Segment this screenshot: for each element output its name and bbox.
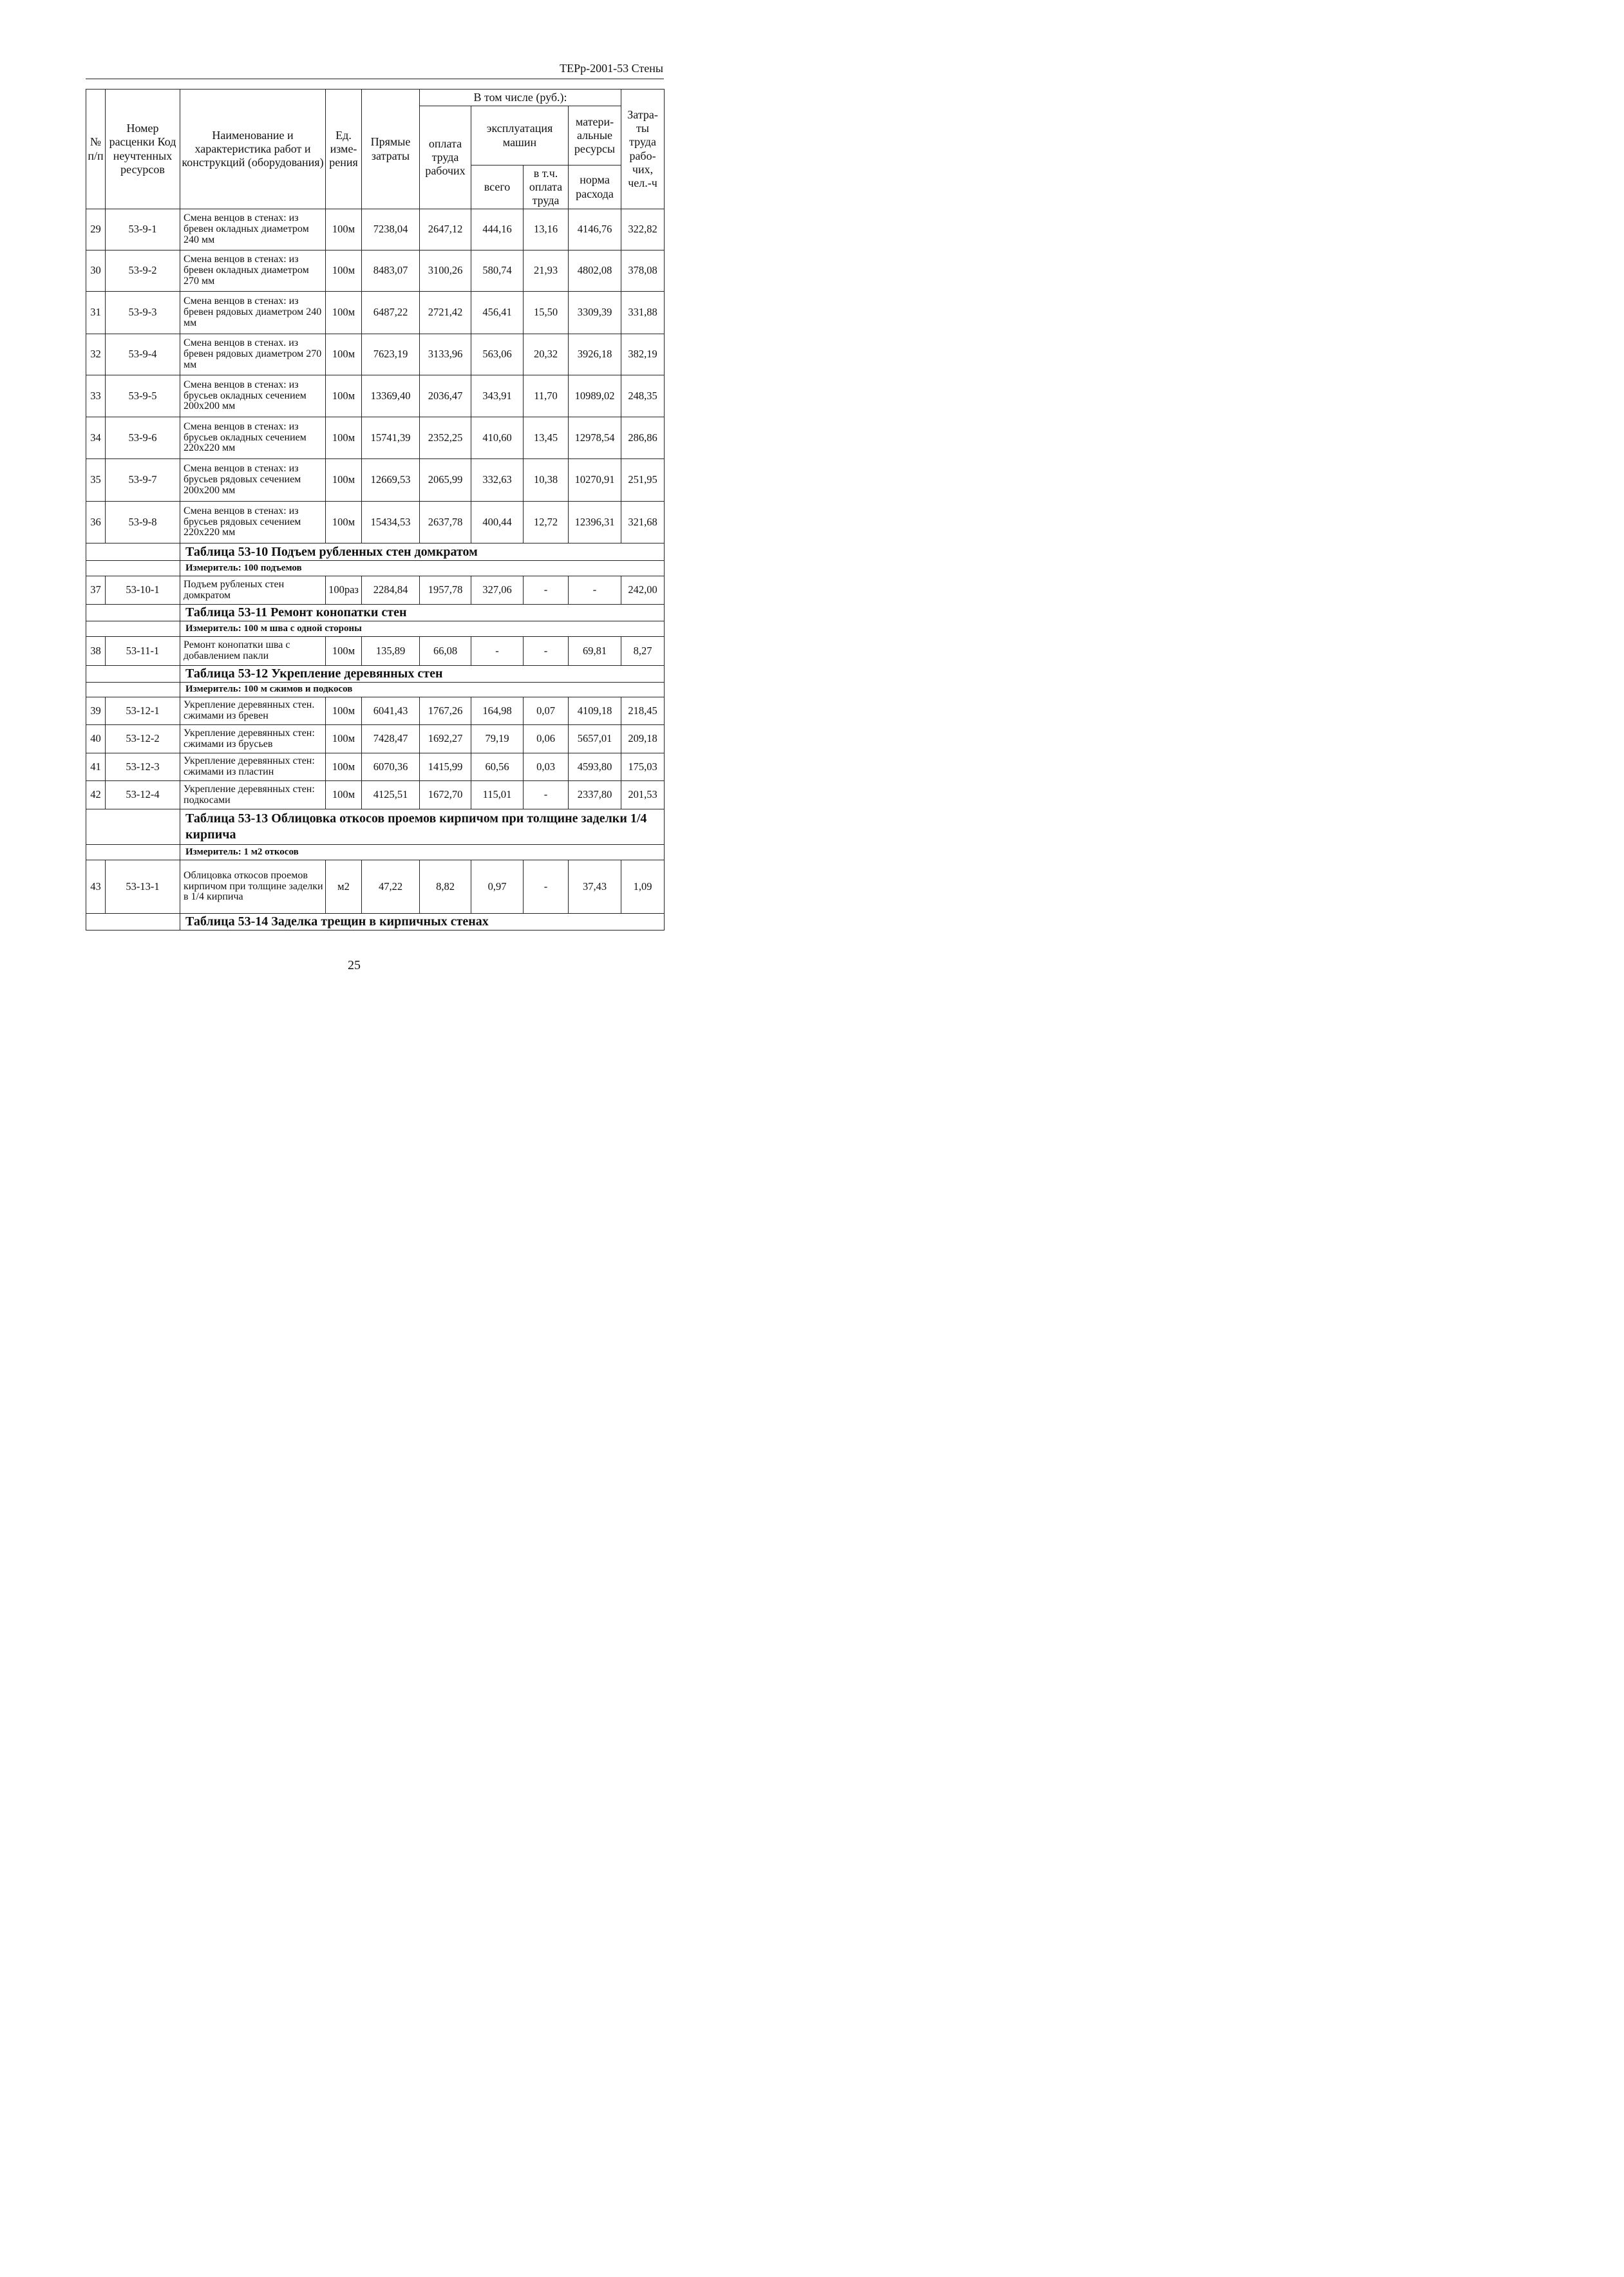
row-number: 36 xyxy=(86,502,106,543)
labor-hours: 378,08 xyxy=(621,250,665,292)
unit: 100м xyxy=(326,781,362,809)
table-header-row xyxy=(86,90,665,106)
rate-code: 53-12-3 xyxy=(106,753,180,781)
labor-hours: 248,35 xyxy=(621,375,665,417)
machine-labor-pay: 0,07 xyxy=(524,697,569,725)
rate-code: 53-9-1 xyxy=(106,209,180,250)
unit: 100м xyxy=(326,334,362,375)
unit: 100м xyxy=(326,637,362,666)
machine-cost: 410,60 xyxy=(471,417,524,459)
header-materials-norm: норма расхода xyxy=(569,165,621,209)
machine-labor-pay: 20,32 xyxy=(524,334,569,375)
machine-cost: 332,63 xyxy=(471,459,524,502)
measure-row xyxy=(86,845,665,860)
measure-row xyxy=(86,621,665,637)
machine-labor-pay: 13,45 xyxy=(524,417,569,459)
page-number: 25 xyxy=(348,958,361,972)
labor-pay: 3133,96 xyxy=(420,334,471,375)
machine-cost: - xyxy=(471,637,524,666)
rate-code: 53-9-2 xyxy=(106,250,180,292)
table-53-13 xyxy=(86,809,665,914)
row-number: 43 xyxy=(86,860,106,914)
labor-hours: 1,09 xyxy=(621,860,665,914)
material-cost: 4146,76 xyxy=(569,209,621,250)
table-row xyxy=(86,781,665,809)
direct-costs: 6487,22 xyxy=(362,292,420,334)
direct-costs: 12669,53 xyxy=(362,459,420,502)
machine-labor-pay: 0,03 xyxy=(524,753,569,781)
measure-row xyxy=(86,683,665,697)
table-row xyxy=(86,292,665,334)
direct-costs: 13369,40 xyxy=(362,375,420,417)
labor-pay: 3100,26 xyxy=(420,250,471,292)
machine-cost: 60,56 xyxy=(471,753,524,781)
table-53-14 xyxy=(86,914,665,931)
work-name: Смена венцов в стенах: из брусьев рядовых сечением 220х220 мм xyxy=(180,502,326,543)
row-number: 33 xyxy=(86,375,106,417)
unit: 100м xyxy=(326,209,362,250)
machine-cost: 580,74 xyxy=(471,250,524,292)
labor-hours: 218,45 xyxy=(621,697,665,725)
machine-cost: 327,06 xyxy=(471,576,524,605)
labor-hours: 321,68 xyxy=(621,502,665,543)
material-cost: 10270,91 xyxy=(569,459,621,502)
work-name: Укрепление деревянных стен: сжимами из брусьев xyxy=(180,725,326,753)
rate-code: 53-13-1 xyxy=(106,860,180,914)
table-row xyxy=(86,375,665,417)
machine-labor-pay: 11,70 xyxy=(524,375,569,417)
unit: 100м xyxy=(326,459,362,502)
machine-labor-pay: - xyxy=(524,637,569,666)
labor-hours: 242,00 xyxy=(621,576,665,605)
unit: 100м xyxy=(326,250,362,292)
labor-pay: 2721,42 xyxy=(420,292,471,334)
direct-costs: 7623,19 xyxy=(362,334,420,375)
work-name: Смена венцов в стенах: из брусьев окладных сечением 220х220 мм xyxy=(180,417,326,459)
row-number: 31 xyxy=(86,292,106,334)
work-name: Облицовка откосов проемов кирпичом при толщине заделки в 1/4 кирпича xyxy=(180,860,326,914)
blank-cell xyxy=(86,543,180,561)
direct-costs: 6070,36 xyxy=(362,753,420,781)
machine-labor-pay: 10,38 xyxy=(524,459,569,502)
header-machines-pay: в т.ч. оплата труда xyxy=(524,165,569,209)
row-number: 34 xyxy=(86,417,106,459)
rate-code: 53-12-4 xyxy=(106,781,180,809)
blank-cell xyxy=(86,809,180,845)
labor-pay: 2352,25 xyxy=(420,417,471,459)
section-title-row xyxy=(86,605,665,621)
unit: 100м xyxy=(326,753,362,781)
machine-labor-pay: 0,06 xyxy=(524,725,569,753)
labor-pay: 2637,78 xyxy=(420,502,471,543)
table-row xyxy=(86,697,665,725)
material-cost: 12396,31 xyxy=(569,502,621,543)
measure-label: Измеритель: 100 подъемов xyxy=(180,561,665,576)
blank-cell xyxy=(86,683,180,697)
machine-cost: 444,16 xyxy=(471,209,524,250)
header-name: Наименование и характеристика работ и конструкций (оборудования) xyxy=(180,90,326,209)
section-title-row xyxy=(86,543,665,561)
labor-pay: 1672,70 xyxy=(420,781,471,809)
direct-costs: 8483,07 xyxy=(362,250,420,292)
blank-cell xyxy=(86,914,180,931)
machine-cost: 563,06 xyxy=(471,334,524,375)
header-code: Номер расценки Код неучтенных ресурсов xyxy=(106,90,180,209)
blank-cell xyxy=(86,605,180,621)
machine-cost: 456,41 xyxy=(471,292,524,334)
table-row xyxy=(86,502,665,543)
material-cost: 3926,18 xyxy=(569,334,621,375)
direct-costs: 4125,51 xyxy=(362,781,420,809)
document-header: ТЕРр-2001-53 Стены xyxy=(560,62,663,75)
work-name: Укрепление деревянных стен: сжимами из пластин xyxy=(180,753,326,781)
row-number: 29 xyxy=(86,209,106,250)
direct-costs: 2284,84 xyxy=(362,576,420,605)
row-number: 38 xyxy=(86,637,106,666)
machine-labor-pay: 12,72 xyxy=(524,502,569,543)
unit: 100м xyxy=(326,502,362,543)
section-title: Таблица 53-11 Ремонт конопатки стен xyxy=(180,605,665,621)
material-cost: - xyxy=(569,576,621,605)
rate-code: 53-9-3 xyxy=(106,292,180,334)
direct-costs: 7428,47 xyxy=(362,725,420,753)
material-cost: 4109,18 xyxy=(569,697,621,725)
direct-costs: 7238,04 xyxy=(362,209,420,250)
rates-table xyxy=(86,89,665,931)
row-number: 39 xyxy=(86,697,106,725)
table-row xyxy=(86,860,665,914)
header-unit: Ед. изме-рения xyxy=(326,90,362,209)
labor-pay: 2647,12 xyxy=(420,209,471,250)
header-machines: эксплуатация машин xyxy=(471,106,569,165)
unit: 100м xyxy=(326,292,362,334)
machine-labor-pay: 15,50 xyxy=(524,292,569,334)
table-row xyxy=(86,417,665,459)
work-name: Смена венцов в стенах: из бревен окладных диаметром 270 мм xyxy=(180,250,326,292)
header-labor-cost: Затра-ты труда рабо-чих, чел.-ч xyxy=(621,90,665,209)
rate-code: 53-10-1 xyxy=(106,576,180,605)
labor-pay: 8,82 xyxy=(420,860,471,914)
material-cost: 2337,80 xyxy=(569,781,621,809)
row-number: 37 xyxy=(86,576,106,605)
row-number: 42 xyxy=(86,781,106,809)
row-number: 40 xyxy=(86,725,106,753)
material-cost: 12978,54 xyxy=(569,417,621,459)
labor-pay: 66,08 xyxy=(420,637,471,666)
work-name: Укрепление деревянных стен. сжимами из бревен xyxy=(180,697,326,725)
labor-pay: 1767,26 xyxy=(420,697,471,725)
table-row xyxy=(86,576,665,605)
labor-hours: 8,27 xyxy=(621,637,665,666)
section-title: Таблица 53-10 Подъем рубленных стен домкратом xyxy=(180,543,665,561)
machine-labor-pay: 13,16 xyxy=(524,209,569,250)
group-53-9 xyxy=(86,209,665,543)
table-53-12 xyxy=(86,666,665,809)
table-row xyxy=(86,334,665,375)
direct-costs: 6041,43 xyxy=(362,697,420,725)
rate-code: 53-9-5 xyxy=(106,375,180,417)
blank-cell xyxy=(86,561,180,576)
machine-labor-pay: - xyxy=(524,576,569,605)
section-title-row xyxy=(86,809,665,845)
table-row xyxy=(86,459,665,502)
rate-code: 53-9-4 xyxy=(106,334,180,375)
header-labor-pay: оплата труда рабочих xyxy=(420,106,471,209)
section-title-row xyxy=(86,914,665,931)
measure-label: Измеритель: 100 м шва с одной стороны xyxy=(180,621,665,637)
table-53-10 xyxy=(86,543,665,605)
rate-code: 53-11-1 xyxy=(106,637,180,666)
work-name: Смена венцов в стенах: из брусьев окладных сечением 200х200 мм xyxy=(180,375,326,417)
labor-pay: 1415,99 xyxy=(420,753,471,781)
table-row xyxy=(86,725,665,753)
labor-hours: 175,03 xyxy=(621,753,665,781)
material-cost: 4802,08 xyxy=(569,250,621,292)
header-num: № п/п xyxy=(86,90,106,209)
labor-hours: 331,88 xyxy=(621,292,665,334)
header-machines-total: всего xyxy=(471,165,524,209)
direct-costs: 15434,53 xyxy=(362,502,420,543)
row-number: 30 xyxy=(86,250,106,292)
table-row xyxy=(86,753,665,781)
rate-code: 53-9-7 xyxy=(106,459,180,502)
machine-labor-pay: - xyxy=(524,860,569,914)
material-cost: 3309,39 xyxy=(569,292,621,334)
table-row xyxy=(86,250,665,292)
labor-pay: 1692,27 xyxy=(420,725,471,753)
measure-label: Измеритель: 100 м сжимов и подкосов xyxy=(180,683,665,697)
direct-costs: 47,22 xyxy=(362,860,420,914)
work-name: Смена венцов в стенах: из брусьев рядовых сечением 200х200 мм xyxy=(180,459,326,502)
machine-cost: 400,44 xyxy=(471,502,524,543)
labor-pay: 2036,47 xyxy=(420,375,471,417)
labor-hours: 209,18 xyxy=(621,725,665,753)
labor-hours: 382,19 xyxy=(621,334,665,375)
section-title: Таблица 53-12 Укрепление деревянных стен xyxy=(180,666,665,683)
machine-labor-pay: 21,93 xyxy=(524,250,569,292)
labor-pay: 2065,99 xyxy=(420,459,471,502)
section-title: Таблица 53-14 Заделка трещин в кирпичных стенах xyxy=(180,914,665,931)
machine-cost: 0,97 xyxy=(471,860,524,914)
work-name: Смена венцов в стенах. из бревен рядовых диаметром 270 мм xyxy=(180,334,326,375)
header-direct: Прямые затраты xyxy=(362,90,420,209)
material-cost: 10989,02 xyxy=(569,375,621,417)
header-materials: матери-альные ресурсы xyxy=(569,106,621,165)
direct-costs: 135,89 xyxy=(362,637,420,666)
material-cost: 69,81 xyxy=(569,637,621,666)
row-number: 35 xyxy=(86,459,106,502)
rate-code: 53-9-6 xyxy=(106,417,180,459)
direct-costs: 15741,39 xyxy=(362,417,420,459)
table-row xyxy=(86,637,665,666)
work-name: Смена венцов в стенах: из бревен окладных диаметром 240 мм xyxy=(180,209,326,250)
measure-label: Измеритель: 1 м2 откосов xyxy=(180,845,665,860)
machine-cost: 79,19 xyxy=(471,725,524,753)
rate-code: 53-12-1 xyxy=(106,697,180,725)
row-number: 41 xyxy=(86,753,106,781)
work-name: Укрепление деревянных стен: подкосами xyxy=(180,781,326,809)
labor-pay: 1957,78 xyxy=(420,576,471,605)
unit: 100м xyxy=(326,697,362,725)
unit: 100раз xyxy=(326,576,362,605)
material-cost: 5657,01 xyxy=(569,725,621,753)
labor-hours: 286,86 xyxy=(621,417,665,459)
unit: м2 xyxy=(326,860,362,914)
row-number: 32 xyxy=(86,334,106,375)
machine-labor-pay: - xyxy=(524,781,569,809)
machine-cost: 164,98 xyxy=(471,697,524,725)
work-name: Подъем рубленых стен домкратом xyxy=(180,576,326,605)
work-name: Смена венцов в стенах: из бревен рядовых диаметром 240 мм xyxy=(180,292,326,334)
measure-row xyxy=(86,561,665,576)
table-row xyxy=(86,209,665,250)
work-name: Ремонт конопатки шва с добавлением пакли xyxy=(180,637,326,666)
blank-cell xyxy=(86,666,180,683)
blank-cell xyxy=(86,621,180,637)
labor-hours: 251,95 xyxy=(621,459,665,502)
blank-cell xyxy=(86,845,180,860)
unit: 100м xyxy=(326,375,362,417)
unit: 100м xyxy=(326,417,362,459)
labor-hours: 201,53 xyxy=(621,781,665,809)
unit: 100м xyxy=(326,725,362,753)
labor-hours: 322,82 xyxy=(621,209,665,250)
section-title-row xyxy=(86,666,665,683)
rate-code: 53-12-2 xyxy=(106,725,180,753)
material-cost: 4593,80 xyxy=(569,753,621,781)
rate-code: 53-9-8 xyxy=(106,502,180,543)
material-cost: 37,43 xyxy=(569,860,621,914)
machine-cost: 115,01 xyxy=(471,781,524,809)
header-including: В том числе (руб.): xyxy=(420,90,621,106)
machine-cost: 343,91 xyxy=(471,375,524,417)
section-title: Таблица 53-13 Облицовка откосов проемов кирпичом при толщине заделки 1/4 кирпича xyxy=(180,809,665,845)
table-53-11 xyxy=(86,605,665,666)
